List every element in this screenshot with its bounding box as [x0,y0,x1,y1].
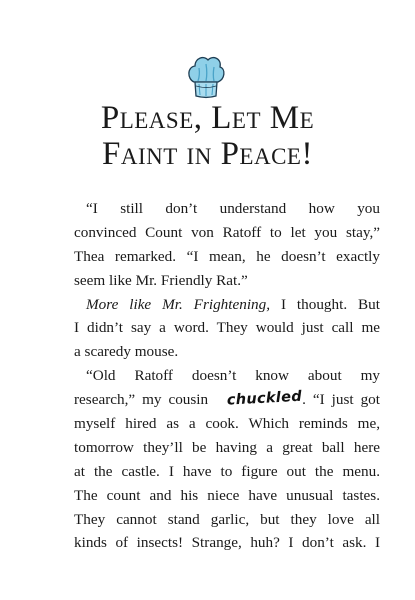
chapter-body-text [62,197,380,555]
text-line: They cannot stand garlic, but they love all [74,510,380,528]
paragraph-1 [62,197,380,293]
text-span: research,” my cousin [74,391,216,409]
text-span: I thought. But [270,295,380,313]
paragraph-3 [62,364,380,555]
text-line: at the castle. I have to figure out the menu. [74,462,380,480]
chapter-title [0,100,415,172]
text-line: tomorrow they’ll be having a great ball here [74,438,380,456]
paragraph-2 [62,293,380,365]
text-line [62,293,380,317]
text-span: . “I just got [302,391,380,409]
chapter-title-line-1: Please, Let Me [100,100,315,136]
chapter-title-line-2: Faint in Peace! [102,136,313,172]
chuckled-stylized-word: chuckled [226,388,303,409]
text-line: a scaredy mouse. [74,343,179,361]
text-line [62,388,380,412]
text-line: myself hired as a cook. Which reminds me, [74,415,380,433]
text-line: kinds of insects! Strange, huh? I don’t ask. I [74,534,380,552]
text-line: I didn’t say a word. They would just call me [74,319,380,337]
text-line: convinced Count von Ratoff to let you stay,” [74,223,380,241]
text-line: seem like Mr. Friendly Rat.” [74,271,248,289]
text-line: Thea remarked. “I mean, he doesn’t exactly [74,247,380,265]
italic-thought: More like Mr. Frightening, [86,295,271,313]
text-line: “Old Ratoff doesn’t know about my [86,367,380,385]
chef-hat-icon [185,52,227,100]
text-line: “I still don’t understand how you [86,200,380,217]
text-line: The count and his niece have unusual tastes. [74,486,380,504]
